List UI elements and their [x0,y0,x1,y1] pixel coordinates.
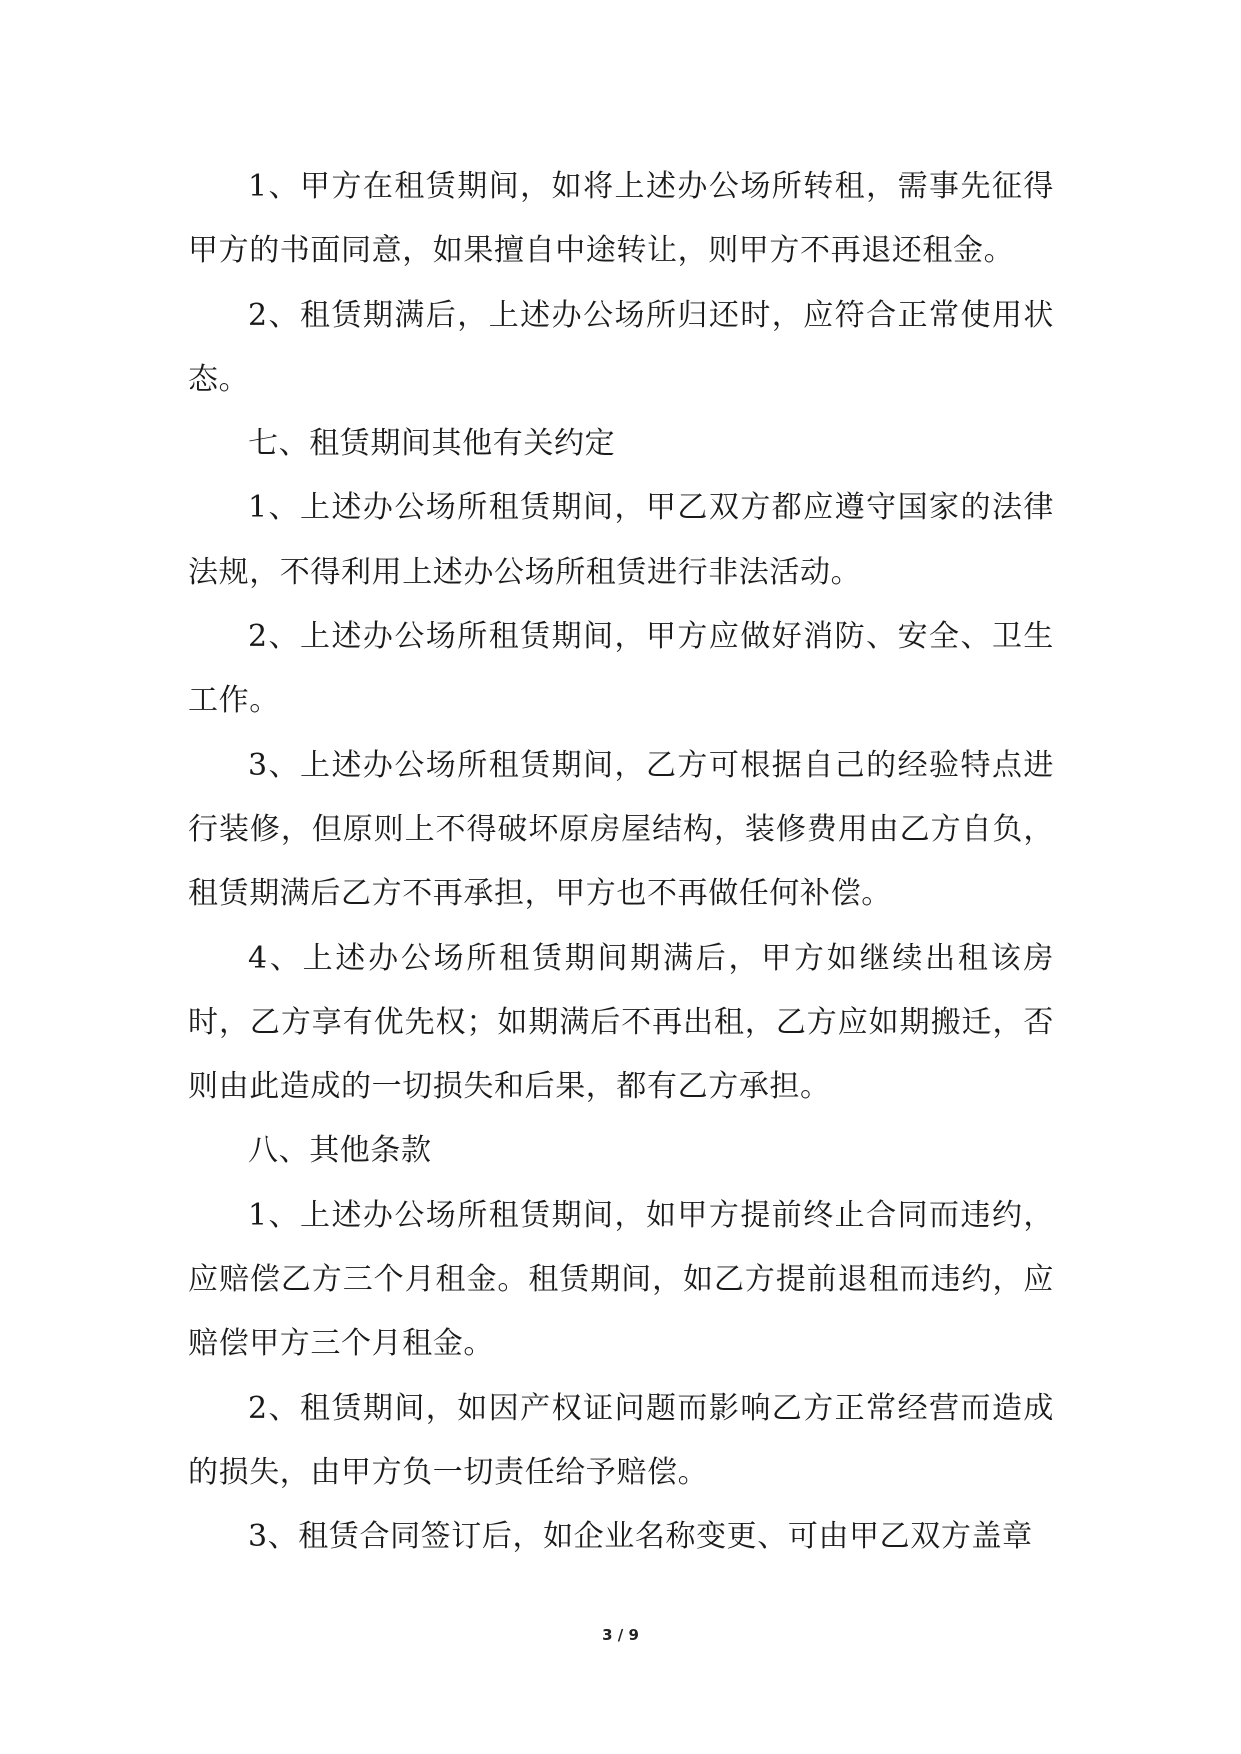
paragraph-safety-duty: 2、上述办公场所租赁期间，甲方应做好消防、安全、卫生工作。 [188,619,1054,719]
paragraph-breach-penalty: 1、上述办公场所租赁期间，如甲方提前终止合同而违约，应赔偿乙方三个月租金。租赁期间，如乙方提前退租而违约，应赔偿甲方三个月租金。 [188,1197,1054,1362]
paragraph-priority-right: 4、上述办公场所租赁期间期满后，甲方如继续出租该房时，乙方享有优先权；如期满后不再出租，乙方应如期搬迁，否则由此造成的一切损失和后果，都有乙方承担。 [188,940,1054,1105]
paragraph-legal-compliance: 1、上述办公场所租赁期间，甲乙双方都应遵守国家的法律法规，不得利用上述办公场所租赁进行非法活动。 [188,490,1054,590]
paragraph-renovation: 3、上述办公场所租赁期间，乙方可根据自己的经验特点进行装修，但原则上不得破坏原房屋结构，装修费用由乙方自负，租赁期满后乙方不再承担，甲方也不再做任何补偿。 [188,747,1054,912]
section-heading-seven: 七、租赁期间其他有关约定 [248,426,616,462]
paragraph-sublease-clause: 1、甲方在租赁期间，如将上述办公场所转租，需事先征得甲方的书面同意，如果擅自中途转让，则甲方不再退还租金。 [188,169,1054,269]
paragraph-return-condition: 2、租赁期满后，上述办公场所归还时，应符合正常使用状态。 [188,297,1054,397]
document-body [188,155,1054,1570]
paragraph-name-change: 3、租赁合同签订后，如企业名称变更、可由甲乙双方盖章 [248,1519,1033,1555]
section-heading-eight: 八、其他条款 [248,1133,432,1169]
paragraph-title-deed-liability: 2、租赁期间，如因产权证问题而影响乙方正常经营而造成的损失，由甲方负一切责任给予赔偿。 [188,1390,1054,1490]
page-number: 3 / 9 [602,1626,639,1644]
